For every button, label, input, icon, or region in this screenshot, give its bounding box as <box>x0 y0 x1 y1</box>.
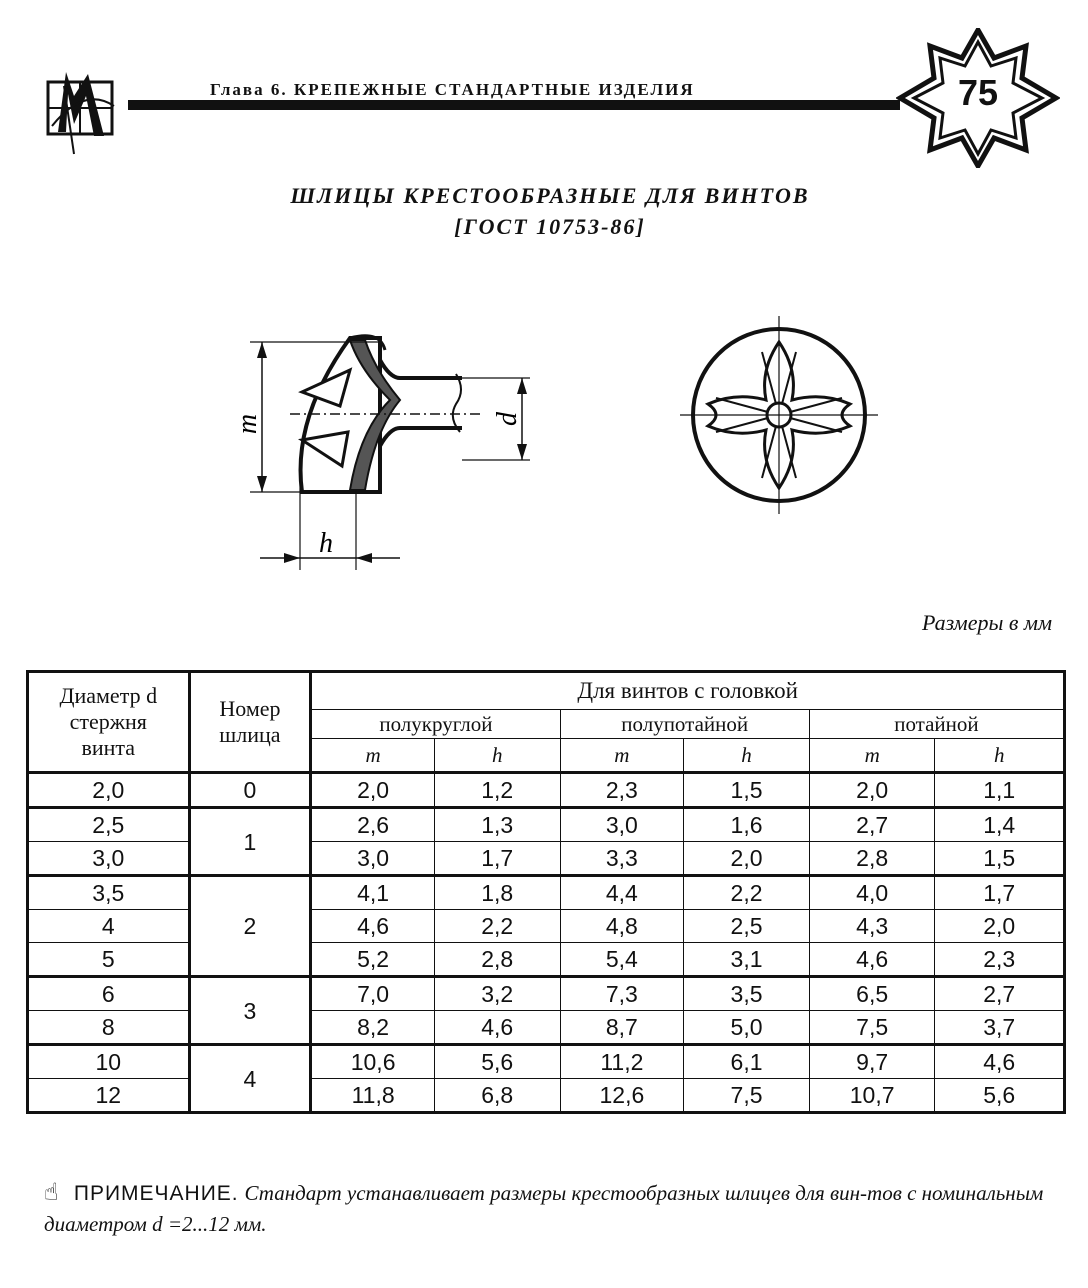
header-h: h <box>684 739 810 773</box>
table-row <box>28 842 1065 876</box>
note-text: Стандарт устанавливает размеры крестообразных шлицев для вин-тов с номинальным диаметром d =2...12 мм. <box>44 1181 1044 1236</box>
value-cell: 4,3 <box>809 910 935 943</box>
value-cell: 2,2 <box>684 876 810 910</box>
header-countersunk: потайной <box>809 710 1064 739</box>
header-h: h <box>434 739 560 773</box>
value-cell: 4,0 <box>809 876 935 910</box>
slot-dimensions-table <box>26 670 1066 1114</box>
value-cell: 3,0 <box>560 808 684 842</box>
value-cell: 2,0 <box>935 910 1065 943</box>
value-cell: 4,4 <box>560 876 684 910</box>
slot-number-cell: 3 <box>189 977 311 1045</box>
value-cell: 4,6 <box>809 943 935 977</box>
value-cell: 8,2 <box>311 1011 435 1045</box>
value-cell: 2,7 <box>935 977 1065 1011</box>
page-number: 75 <box>957 72 999 113</box>
value-cell: 5,6 <box>434 1045 560 1079</box>
diameter-cell: 12 <box>28 1079 190 1113</box>
header-h: h <box>935 739 1065 773</box>
slot-number-cell: 1 <box>189 808 311 876</box>
dimension-label-m: m <box>232 413 263 435</box>
value-cell: 2,0 <box>809 773 935 808</box>
value-cell: 2,3 <box>560 773 684 808</box>
diameter-cell: 4 <box>28 910 190 943</box>
chapter-title: Глава 6. КРЕПЕЖНЫЕ СТАНДАРТНЫЕ ИЗДЕЛИЯ <box>210 80 695 99</box>
value-cell: 1,3 <box>434 808 560 842</box>
value-cell: 1,6 <box>684 808 810 842</box>
value-cell: 2,0 <box>311 773 435 808</box>
header-rule <box>128 100 900 110</box>
value-cell: 3,3 <box>560 842 684 876</box>
value-cell: 12,6 <box>560 1079 684 1113</box>
value-cell: 1,4 <box>935 808 1065 842</box>
table-body <box>28 773 1065 1113</box>
diameter-cell: 8 <box>28 1011 190 1045</box>
table-row <box>28 1011 1065 1045</box>
value-cell: 5,4 <box>560 943 684 977</box>
drafting-logo-icon <box>44 66 126 156</box>
screw-side-view-drawing <box>230 300 570 590</box>
header-slot-number: Номер шлица <box>189 672 311 773</box>
header-m: m <box>311 739 435 773</box>
value-cell: 9,7 <box>809 1045 935 1079</box>
table-row <box>28 943 1065 977</box>
value-cell: 4,6 <box>935 1045 1065 1079</box>
header-raised-countersunk: полупотайной <box>560 710 809 739</box>
value-cell: 11,8 <box>311 1079 435 1113</box>
value-cell: 1,8 <box>434 876 560 910</box>
header-for-screws: Для винтов с головкой <box>311 672 1065 710</box>
units-note: Размеры в мм <box>922 610 1052 635</box>
value-cell: 5,6 <box>935 1079 1065 1113</box>
diameter-cell: 2,5 <box>28 808 190 842</box>
value-cell: 1,2 <box>434 773 560 808</box>
diameter-cell: 5 <box>28 943 190 977</box>
value-cell: 4,1 <box>311 876 435 910</box>
header-diameter: Диаметр d стержня винта <box>28 672 190 773</box>
standard-reference: [ГОСТ 10753-86] <box>454 214 646 239</box>
value-cell: 1,7 <box>434 842 560 876</box>
value-cell: 7,5 <box>809 1011 935 1045</box>
table-row <box>28 876 1065 910</box>
slot-number-cell: 0 <box>189 773 311 808</box>
slot-number-cell: 4 <box>189 1045 311 1113</box>
value-cell: 1,7 <box>935 876 1065 910</box>
value-cell: 3,0 <box>311 842 435 876</box>
value-cell: 3,7 <box>935 1011 1065 1045</box>
value-cell: 4,6 <box>311 910 435 943</box>
value-cell: 4,8 <box>560 910 684 943</box>
value-cell: 7,0 <box>311 977 435 1011</box>
table-row <box>28 1079 1065 1113</box>
value-cell: 1,1 <box>935 773 1065 808</box>
diameter-cell: 10 <box>28 1045 190 1079</box>
table-row <box>28 808 1065 842</box>
dimension-label-h: h <box>319 528 333 559</box>
value-cell: 7,5 <box>684 1079 810 1113</box>
diameter-cell: 2,0 <box>28 773 190 808</box>
value-cell: 2,8 <box>809 842 935 876</box>
value-cell: 1,5 <box>935 842 1065 876</box>
header-m: m <box>560 739 684 773</box>
header-m: m <box>809 739 935 773</box>
value-cell: 5,2 <box>311 943 435 977</box>
value-cell: 2,8 <box>434 943 560 977</box>
dimension-label-d: d <box>492 412 523 426</box>
table-row <box>28 910 1065 943</box>
table-row <box>28 977 1065 1011</box>
value-cell: 10,7 <box>809 1079 935 1113</box>
header-round-head: полукруглой <box>311 710 560 739</box>
value-cell: 10,6 <box>311 1045 435 1079</box>
value-cell: 2,0 <box>684 842 810 876</box>
value-cell: 2,2 <box>434 910 560 943</box>
value-cell: 6,8 <box>434 1079 560 1113</box>
table-row <box>28 1045 1065 1079</box>
value-cell: 7,3 <box>560 977 684 1011</box>
pointing-hand-icon: ☝ <box>44 1179 59 1206</box>
note <box>44 1178 1044 1240</box>
value-cell: 5,0 <box>684 1011 810 1045</box>
diameter-cell: 3,0 <box>28 842 190 876</box>
value-cell: 6,1 <box>684 1045 810 1079</box>
value-cell: 3,1 <box>684 943 810 977</box>
value-cell: 8,7 <box>560 1011 684 1045</box>
value-cell: 6,5 <box>809 977 935 1011</box>
table-row <box>28 773 1065 808</box>
diameter-cell: 6 <box>28 977 190 1011</box>
slot-number-cell: 2 <box>189 876 311 977</box>
value-cell: 2,5 <box>684 910 810 943</box>
value-cell: 4,6 <box>434 1011 560 1045</box>
diameter-cell: 3,5 <box>28 876 190 910</box>
value-cell: 3,5 <box>684 977 810 1011</box>
value-cell: 1,5 <box>684 773 810 808</box>
note-label: ПРИМЕЧАНИЕ. <box>73 1182 239 1205</box>
screw-front-view-drawing <box>674 300 884 530</box>
value-cell: 2,3 <box>935 943 1065 977</box>
value-cell: 3,2 <box>434 977 560 1011</box>
value-cell: 2,6 <box>311 808 435 842</box>
value-cell: 2,7 <box>809 808 935 842</box>
value-cell: 11,2 <box>560 1045 684 1079</box>
page-title: ШЛИЦЫ КРЕСТООБРАЗНЫЕ ДЛЯ ВИНТОВ <box>290 183 810 208</box>
